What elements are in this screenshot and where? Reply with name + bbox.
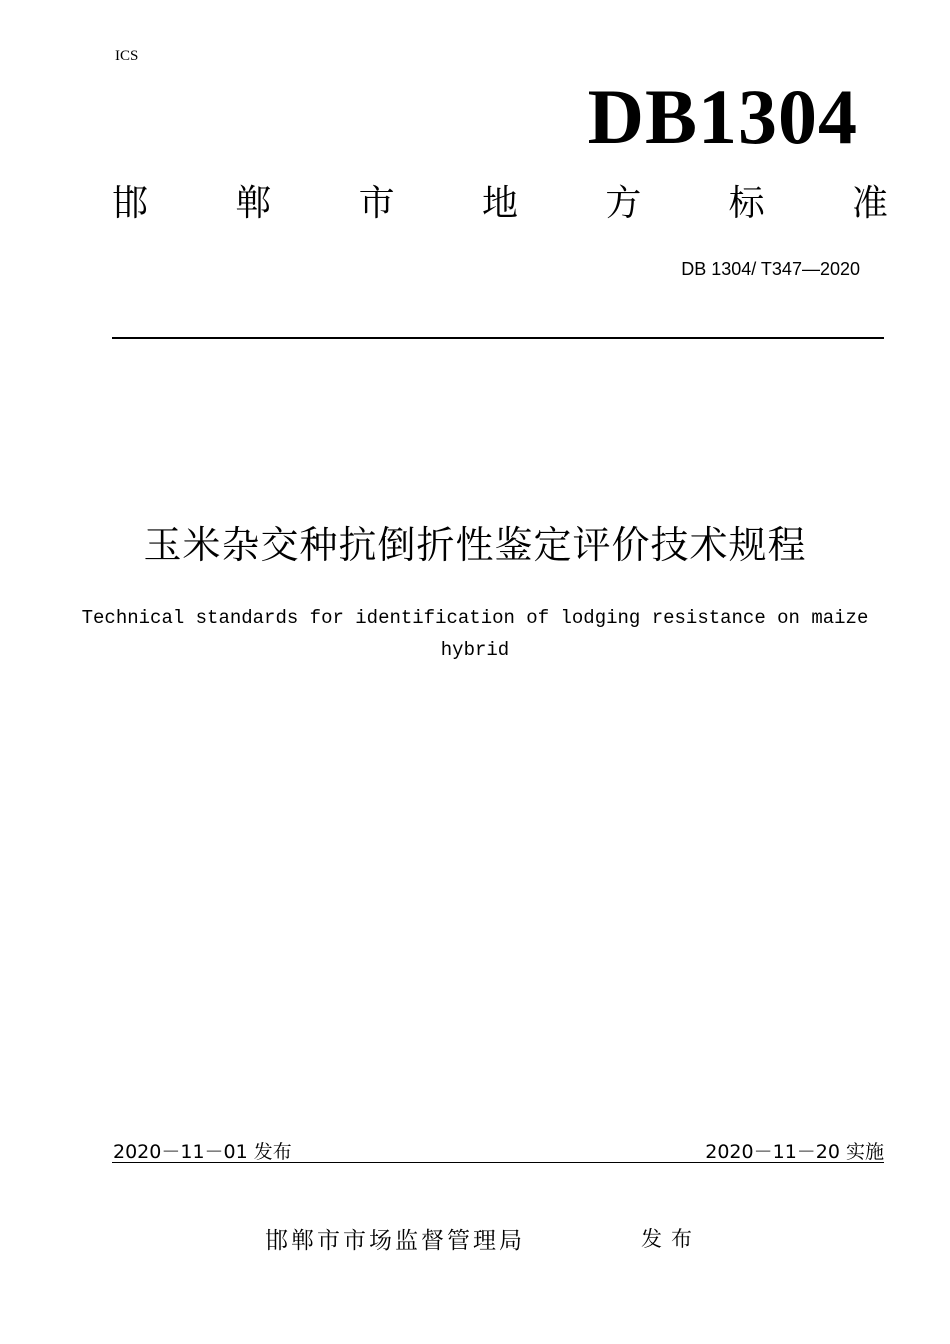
implementation-date: 2020－11－20 实施 xyxy=(705,1141,884,1163)
standard-code: DB1304 xyxy=(587,73,858,160)
standard-type-char: 地 xyxy=(481,183,518,224)
standard-type-char: 标 xyxy=(728,183,765,224)
standard-type-char: 方 xyxy=(605,183,642,224)
publisher-name: 邯郸市市场监督管理局 xyxy=(265,1228,525,1254)
standard-type-char: 准 xyxy=(851,183,888,224)
issue-date: 2020－11－01 发布 xyxy=(113,1141,292,1163)
ics-label: ICS xyxy=(115,48,139,64)
standard-type xyxy=(112,182,888,225)
standard-type-char: 邯 xyxy=(112,183,149,224)
header-divider xyxy=(112,337,884,339)
document-title-english: Technical standards for identification of lodging resistance on maize hybrid xyxy=(81,607,869,661)
publish-label: 发布 xyxy=(641,1227,701,1251)
footer-divider xyxy=(112,1162,884,1163)
standard-number: DB 1304/ T347—2020 xyxy=(681,259,860,279)
document-title-chinese: 玉米杂交种抗倒折性鉴定评价技术规程 xyxy=(143,523,807,567)
standard-type-char: 郸 xyxy=(235,183,272,224)
standard-type-char: 市 xyxy=(358,183,395,224)
